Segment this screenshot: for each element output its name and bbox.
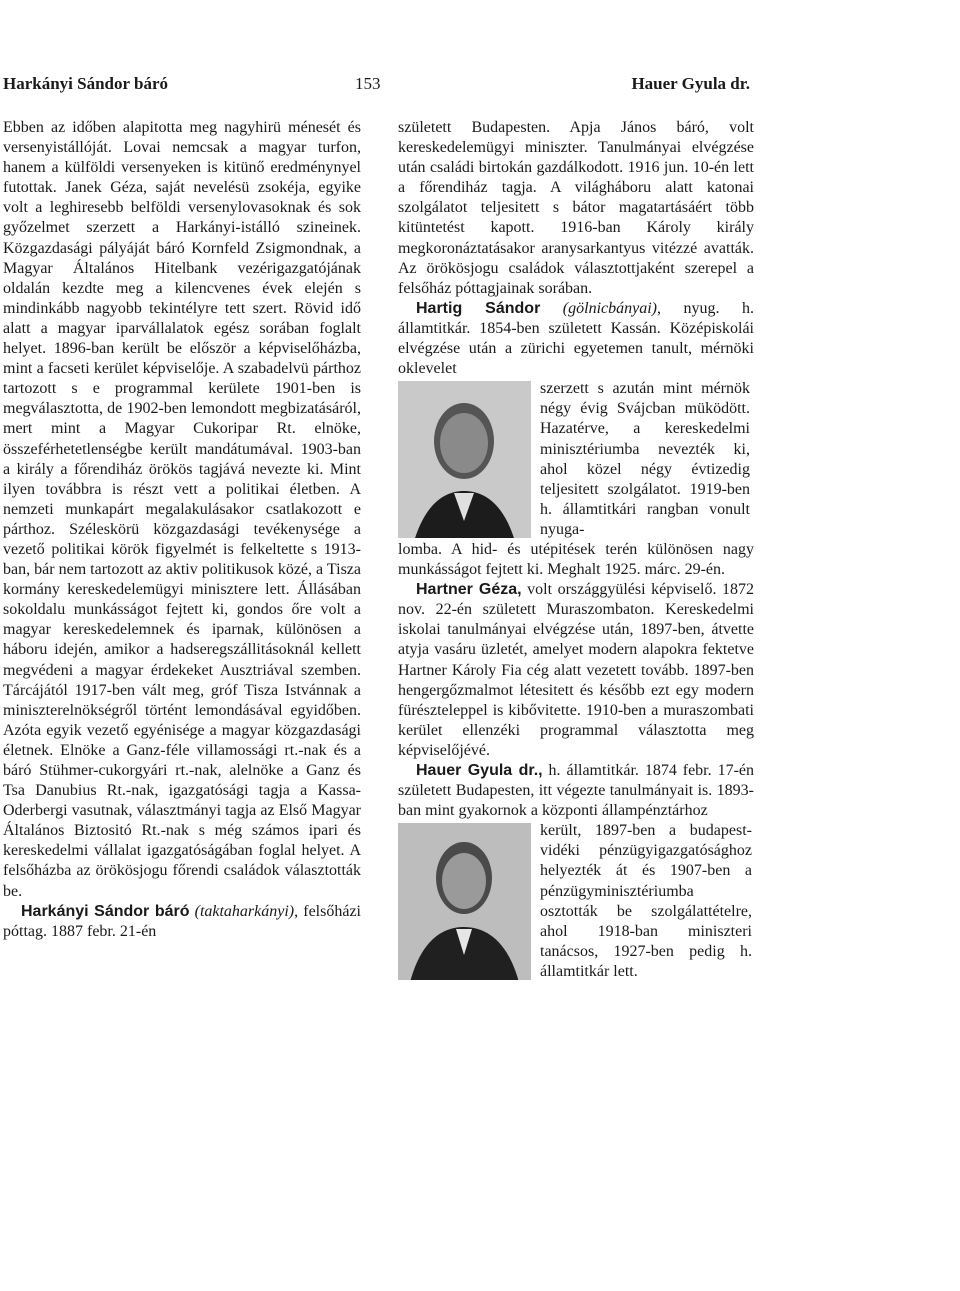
hauer-entry [398, 761, 754, 821]
hauer-name: Hauer Gyula dr., [416, 762, 543, 779]
page-number: 153 [355, 74, 381, 93]
hartig-text: , nyug. h. államtitkár. 1854-ben született Kassán. Középiskolái elvégzése után a zürichi egyetemen tanult, mérnöki oklevelet [398, 299, 754, 378]
hartig-text-end: lomba. A hid- és utépitések terén különösen nagy munkásságot fejtett ki. Meghalt 1925. márc. 29-én. [398, 540, 754, 579]
running-head-right: Hauer Gyula dr. [631, 74, 750, 93]
left-column [3, 118, 361, 942]
hartig-text-beside-photo: szerzett s azután mint mérnök négy évig Svájcban müködött. Hazatérve, a kereskedelmi minisztériumba nevezték ki, ahol közel négy évtizedig teljesitett szolgálatot. 1919-ben h. államtitkári rangban vonult nyuga- [540, 380, 750, 538]
harkanyi-bio-paragraph: Ebben az időben alapitotta meg nagyhirü ménesét és versenyistállóját. Lovai nemcsak a magyar turfon, hanem a külföldi versenyeken is kitünő eredménynyel futottak. Janek Géza, saját nevelésü zsokéja, egyike volt a leghiresebb belföldi versenylovasoknak és sok győzelmet szerzett a Harkányi-istálló szineinek. Közgazdasági pályáját báró Kornfeld Zsigmondnak, a Magyar Általános Hitelbank vezérigazgatójának oldalán kezdte meg a kilencvenes évek elején s mindinkább nagyobb tekintélyre tett szert. Rövid idő alatt a magyar iparvállalatok egész sorában foglalt helyet. 1896-ban került be először a képviselőházba, mint a facseti kerület képviselője. A szabadelvü párthoz tartozott s e programmal kerülete 1901-ben is megválasztotta, de 1902-ben lemondott megbizatásáról, mert mint a Magyar Cukoripar Rt. elnöke, összeférhetetlenségbe került mandátumával. 1903-ban a király a főrendiház örökös tagjává nevezte ki. Mint ilyen továbbra is részt vett a politikai életben. A nemzeti munkapárt megalakulásakor csatlakozott e párthoz. Széleskörü közgazdasági tevékenysége a vezető politikai körök figyelmét is felkeltette s 1913-ban, bár nem tartozott az aktiv politikusok közé, a Tisza kormány kereskedelemügyi minisztere lett. Állásában sokoldalu munkásságot fejtett ki, gondos őre volt a magyar kereskedelemnek és iparnak, különösen a háboru idején, amikor a hadseregszállitásoknál kellett megvédeni a magyar érdekeket Ausztriával szemben. Tárcájától 1917-ben vált meg, gróf Tisza Istvánnak a miniszterelnökségről történt lemondásával egyidőben. Azóta egyik vezető egyénisége a magyar közgazdasági életnek. Elnöke a Ganz-féle villamossági rt.-nak és a báró Stühmer-cukorgyári rt.-nak, alelnöke a Ganz és Tsa Danubius Rt.-nak, igazgatósági tagja a Kassa-Oderbergi vasutnak, választmányi tagja az Első Magyar Általános Biztositó Rt.-nak s még számos ipari és kereskedelmi vállalat igazgatóságában foglal helyet. A felsőházba az örökösjogu főrendi családok választották be. [3, 119, 361, 900]
hartner-entry [398, 580, 754, 761]
harkanyi-sandor-entry [3, 902, 361, 942]
entry-alias: (taktaharkányi) [194, 902, 295, 920]
hartig-alias: (gölnicbányai) [562, 299, 657, 317]
right-column [398, 118, 754, 982]
harkanyi-continuation: született Budapesten. Apja János báró, volt kereskedelemügyi miniszter. Tanulmányai elvégzése után családi birtokán gazdálkodott. 1916 jun. 10-én lett a főrendiház tagja. A világháboru alatt katonai szolgálatot teljesitett s bátor magatartásáért több kitüntetést kapott. 1916-ban Károly király megkoronáztatásakor aranysarkantyus vitézzé avatták. Az örökösjogu családok választottjaként szerepel a felsőház póttagjainak sorában. [398, 119, 754, 297]
entry-name: Harkányi Sándor báró [21, 902, 190, 920]
hauer-text-beside-photo: került, 1897-ben a budapest-vidéki pénzügyigazgatósághoz helyezték át és 1907-ben a pénzügyminisztériumba osztották be szolgálattételre, ahol 1918-ban miniszteri tanácsos, 1927-ben pedig h. államtitkár lett. [540, 822, 752, 980]
hartner-text: volt országgyülési képviselő. 1872 nov. 22-én született Muraszombaton. Kereskedelmi iskolai tanulmányai elvégzése után, 1897-ben, átvette atyja vasáru üzletét, amelyet modern alapokra fektetve Hartner Károly Fia cég alatt vezetett tovább. 1897-ben hengergőzmalmot létesitett és később ezt egy modern fürészteleppel is kibővitette. 1910-ben a muraszombati kerület ellenzéki programmal választotta meg képviselőjévé. [398, 581, 754, 759]
hartner-name: Hartner Géza, [416, 581, 522, 599]
hartig-name: Hartig Sándor [416, 299, 541, 317]
hartig-entry [398, 299, 754, 379]
hauer-text: h. államtitkár. 1874 febr. 17-én született Budapesten, itt végezte tanulmányait is. 1893-ban mint gyakornok a központi állampénztárhoz [398, 762, 754, 820]
running-head-left: Harkányi Sándor báró [3, 74, 169, 93]
entry-text: , felsőházi póttag. 1887 febr. 21-én [3, 902, 361, 940]
